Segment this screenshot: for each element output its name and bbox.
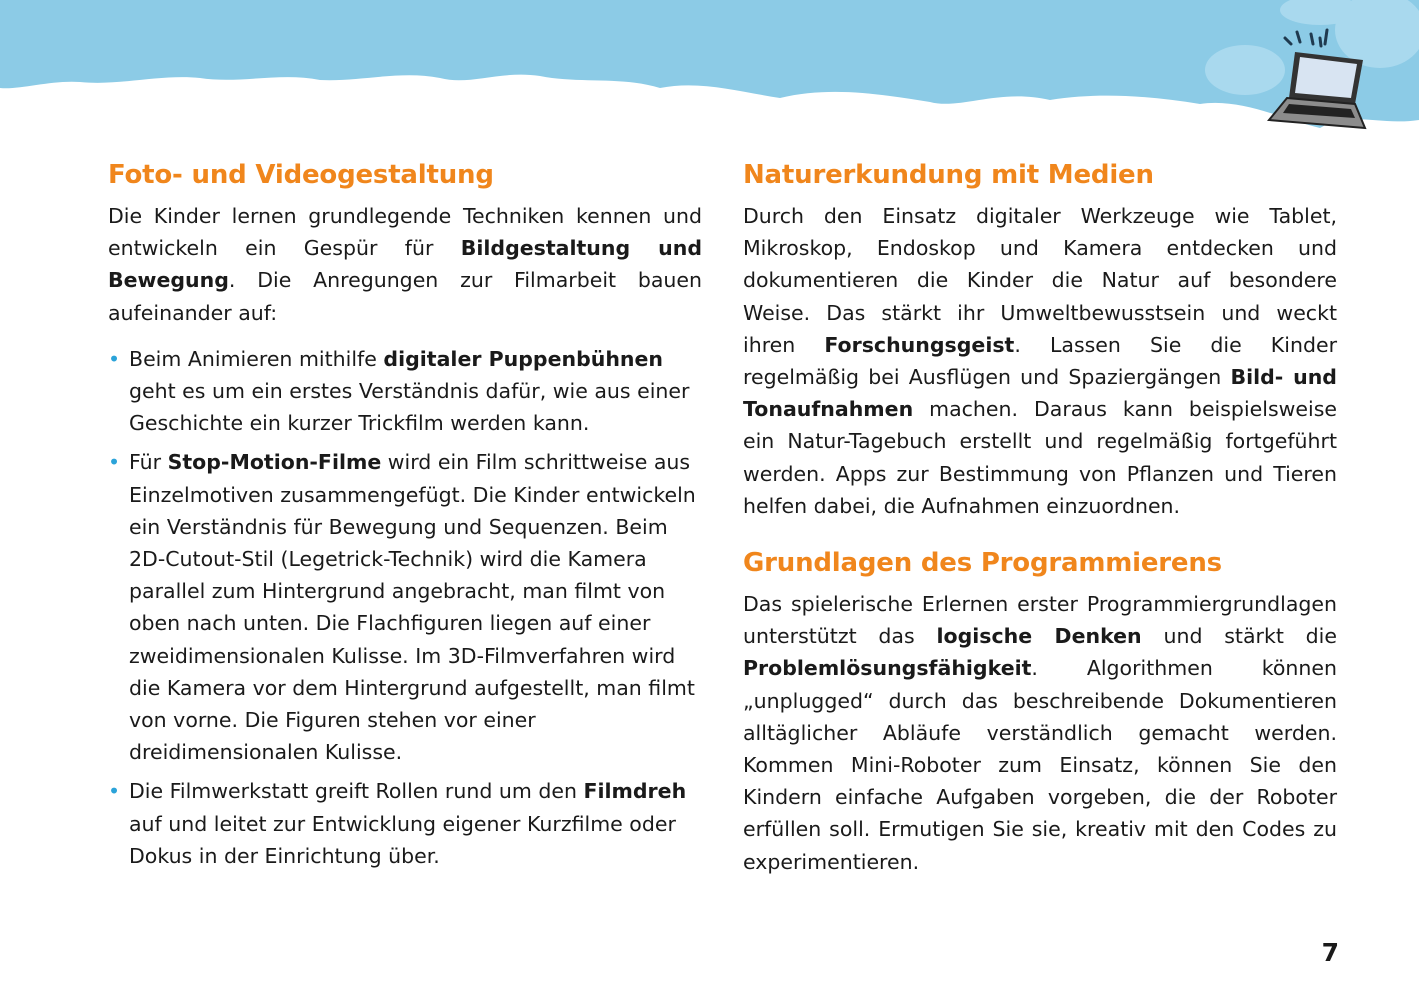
- bold-text: Problemlösungsfähigkeit: [743, 656, 1032, 681]
- text-segment: . Algorithmen können „unplugged“ durch das beschreibende Dokumentieren alltäglicher Abläufe verständlich gemacht werden. Kommen Mini-Roboter zum Einsatz, können Sie den Kindern einfache Aufgaben vorgeben, die der Roboter erfüllen soll. Ermutigen Sie sie, kreativ mit den Codes zu experimentieren.: [743, 656, 1337, 874]
- text-segment: wird ein Film schrittweise aus Einzelmotiven zusammengefügt. Die Kinder entwickeln ein Verständnis für Bewegung und Sequenzen. Beim 2D-Cutout-Stil (Legetrick-Technik) wird die Kamera parallel zum Hintergrund angebracht, man filmt von oben nach unten. Die Flachfiguren liegen auf einer zweidimensionalen Kulisse. Im 3D-Filmverfahren wird die Kamera vor dem Hintergrund aufgestellt, man filmt von vorne. Die Figuren stehen vor einer dreidimensionalen Kulisse.: [129, 450, 696, 765]
- list-item-text: [129, 450, 696, 764]
- right-column: [743, 160, 1337, 878]
- text-segment: Das spielerische Erlernen erster Programmiergrundlagen unterstützt das: [743, 592, 1337, 649]
- text-segment: Für: [129, 450, 168, 475]
- heading-programmieren: Grundlagen des Programmierens: [743, 548, 1222, 579]
- text-segment: Die Kinder lernen grundlegende Techniken kennen und entwickeln ein Gespür für: [108, 204, 702, 261]
- list-item-text: [129, 347, 689, 435]
- bold-text: Filmdreh: [583, 779, 687, 804]
- bold-text: digitaler Puppenbühnen: [383, 346, 664, 371]
- text-segment: . Die Anregungen zur Filmarbeit bauen aufeinander auf:: [108, 268, 702, 325]
- bold-text: Bildgestaltung und Bewegung: [108, 236, 702, 293]
- bullet-icon: •: [108, 779, 121, 804]
- bold-text: Forschungsgeist: [824, 332, 1015, 357]
- text-segment: Durch den Einsatz digitaler Werkzeuge wie Tablet, Mikroskop, Endoskop und Kamera entdecken und dokumentieren die Kinder die Natur auf besondere Weise. Das stärkt ihr Umweltbewusstsein und weckt ihren: [743, 204, 1337, 357]
- heading-foto-video: Foto- und Videogestaltung: [108, 160, 494, 190]
- intro-paragraph: [108, 200, 702, 329]
- text-segment: machen. Daraus kann beispielsweise ein Natur-Tagebuch erstellt und regelmäßig fortgeführt werden. Apps zur Bestimmung von Pflanzen und Tieren helfen dabei, die Aufnahmen einzuordnen.: [743, 397, 1337, 518]
- list-item: [108, 343, 702, 440]
- text-segment: und stärkt die: [1141, 624, 1337, 649]
- programmieren-paragraph: [743, 588, 1337, 878]
- bullet-icon: •: [108, 346, 121, 371]
- text-segment: Die Filmwerkstatt greift Rollen rund um den: [129, 779, 584, 804]
- text-segment: Beim Animieren mithilfe: [129, 346, 384, 371]
- page-number: 7: [1321, 938, 1339, 967]
- laptop-icon: [1265, 28, 1375, 136]
- bullet-icon: •: [108, 450, 121, 475]
- text-segment: geht es um ein erstes Verständnis dafür, wie aus einer Geschichte ein kurzer Trickfilm werden kann.: [129, 379, 690, 436]
- list-item: [108, 775, 702, 872]
- list-item: [108, 446, 702, 768]
- sky-banner: [0, 0, 1419, 135]
- left-column: [108, 160, 702, 879]
- list-item-text: [129, 779, 686, 867]
- bold-text: Bild- und Tonaufnahmen: [743, 365, 1337, 422]
- bold-text: Stop-Motion-Filme: [167, 450, 382, 475]
- bold-text: logische Denken: [936, 624, 1142, 649]
- text-segment: . Lassen Sie die Kinder regelmäßig bei Ausflügen und Spaziergängen: [743, 332, 1337, 390]
- naturerkundung-paragraph: [743, 200, 1337, 522]
- bullet-list: [108, 343, 702, 872]
- heading-naturerkundung: Naturerkundung mit Medien: [743, 160, 1154, 190]
- text-segment: auf und leitet zur Entwicklung eigener Kurzfilme oder Dokus in der Einrichtung über.: [129, 811, 676, 868]
